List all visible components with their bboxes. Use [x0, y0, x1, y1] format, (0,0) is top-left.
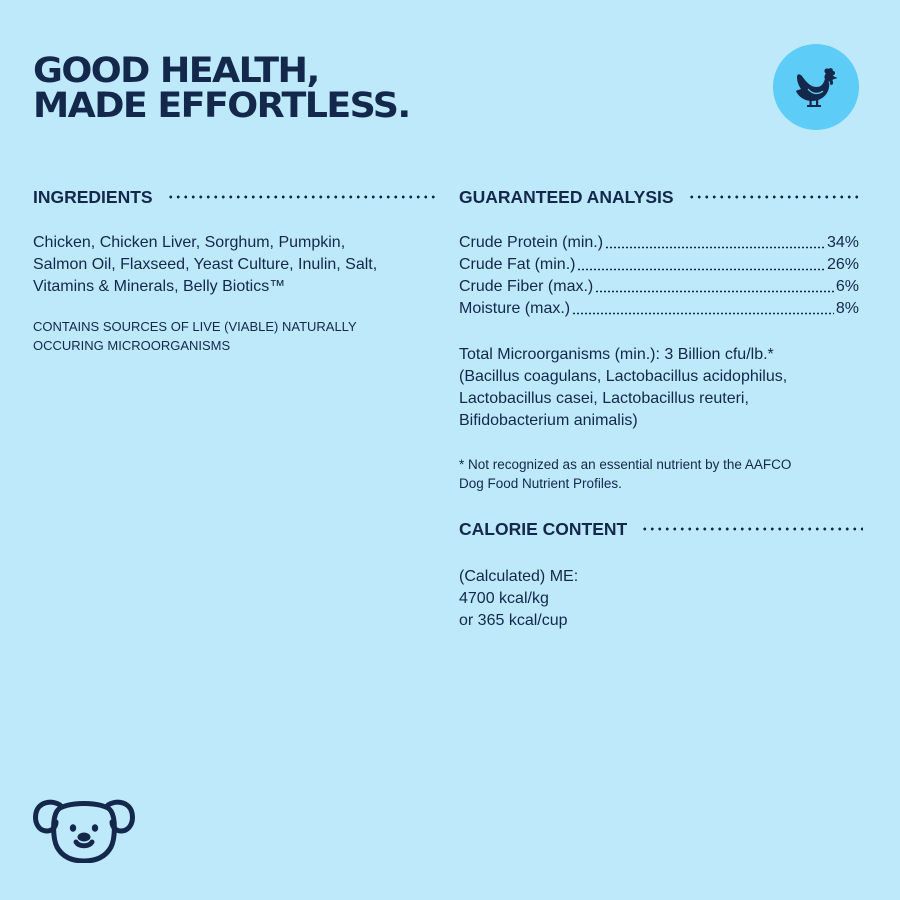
page-headline — [33, 51, 410, 126]
live-microorganisms-note: CONTAINS SOURCES OF LIVE (VIABLE) NATURALLY OCCURING MICROORGANISMS — [33, 319, 357, 353]
row-dot-leader — [605, 246, 825, 249]
calorie-heading: CALORIE CONTENT — [459, 519, 863, 539]
analysis-row — [459, 276, 859, 298]
analysis-value: 34% — [826, 234, 859, 251]
ingredients-line: Chicken, Chicken Liver, Sorghum, Pumpkin, — [33, 234, 346, 251]
protein-badge — [773, 44, 859, 130]
chicken-icon — [794, 65, 838, 109]
microorganisms-block: Total Microorganisms (min.): 3 Billion cfu/lb.* (Bacillus coagulans, Lactobacillus acidophilus, Lactobacillus casei, Lactobacillus reuteri, Bifidobacterium animalis) — [459, 346, 788, 429]
analysis-value: 8% — [835, 300, 859, 317]
analysis-row — [459, 254, 859, 276]
ingredients-line: Vitamins & Minerals, Belly Biotics™ — [33, 278, 286, 295]
analysis-label: Crude Protein (min.) — [459, 234, 604, 251]
heading-dot-leader — [641, 527, 863, 531]
analysis-label: Moisture (max.) — [459, 300, 571, 317]
headline-line-1: GOOD HEALTH, — [33, 51, 319, 91]
headline-line-2: MADE EFFORTLESS. — [33, 86, 410, 126]
aafco-footnote: * Not recognized as an essential nutrient by the AAFCO Dog Food Nutrient Profiles. — [459, 457, 792, 491]
analysis-row — [459, 232, 859, 254]
analysis-table — [459, 232, 859, 432]
analysis-label: Crude Fiber (max.) — [459, 278, 594, 295]
calorie-content: (Calculated) ME: 4700 kcal/kg or 365 kcal/cup — [459, 568, 579, 629]
analysis-value: 26% — [826, 256, 859, 273]
ingredients-heading: INGREDIENTS — [33, 187, 437, 207]
ingredients-list — [33, 232, 433, 298]
row-dot-leader — [577, 268, 825, 271]
row-dot-leader — [572, 312, 834, 315]
dog-face-logo-icon — [33, 795, 135, 863]
row-dot-leader — [595, 290, 834, 293]
analysis-label: Crude Fat (min.) — [459, 256, 576, 273]
ingredients-line: Salmon Oil, Flaxseed, Yeast Culture, Inulin, Salt, — [33, 256, 378, 273]
analysis-row — [459, 298, 859, 320]
heading-dot-leader — [167, 195, 437, 199]
heading-dot-leader — [688, 195, 863, 199]
analysis-heading: GUARANTEED ANALYSIS — [459, 187, 863, 207]
analysis-value: 6% — [835, 278, 859, 295]
